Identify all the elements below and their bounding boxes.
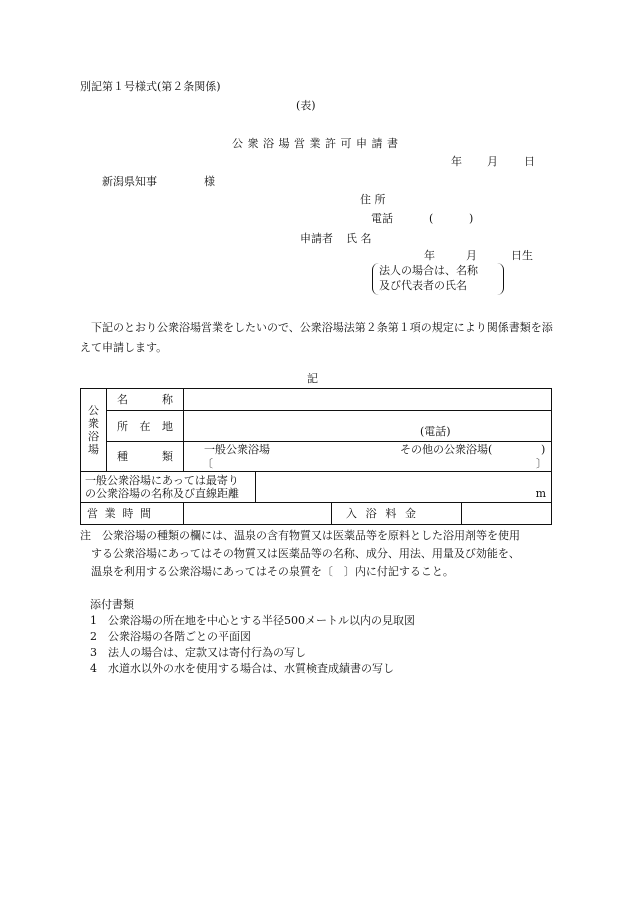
type-bracket-close: 〕 [536,457,547,470]
name-label-cell: 名 称 [107,389,184,411]
form-reference: 別記第１号様式(第２条関係) [80,80,221,93]
note-line: する公衆浴場にあってはその物質又は医薬品等の名称、成分、用法、用量及び効能を、 [91,547,520,560]
fee-label-cell: 入 浴 料 金 [332,503,462,525]
type-bracket-open: 〔 [202,457,213,470]
hours-value-cell[interactable] [184,503,332,525]
name-value-cell[interactable] [184,389,552,411]
note-line: 注 公衆浴場の種類の欄には、温泉の含有物質又は医薬品等を原料とした浴用剤等を使用 [80,529,520,542]
birth-year-label: 年 [424,249,435,262]
attachments-heading: 添付書類 [90,598,134,611]
attachment-item: 3 法人の場合は、定款又は寄付行為の写し [90,646,306,659]
address-label: 住 所 [360,193,386,206]
type-other-option: その他の公衆浴場( [400,443,493,456]
applicant-label: 申請者 [300,232,333,245]
date-day-label: 日 [524,155,535,168]
corporation-note-line2: 及び代表者の氏名 [379,279,467,292]
location-value-cell[interactable] [184,411,552,442]
fee-value-cell[interactable] [462,503,552,525]
hours-label-cell: 営 業 時 間 [81,503,184,525]
corporation-note-line1: 法人の場合は、名称 [379,264,478,277]
side-indicator: (表) [296,99,316,112]
note-block [80,527,558,581]
location-phone-label: (電話) [420,425,451,438]
type-other-close: ) [541,443,546,456]
birth-day-label: 日生 [511,249,533,262]
type-label-cell: 種 類 [107,442,184,472]
name-label: 氏 名 [346,232,372,245]
attachment-item: 4 水道水以外の水を使用する場合は、水質検査成績書の写し [90,662,394,675]
location-label-cell: 所 在 地 [107,411,184,442]
birth-month-label: 月 [466,249,477,262]
form-title: 公衆浴場営業許可申請書 [232,137,403,150]
phone-close-paren: ) [469,212,474,225]
bathhouse-group-label: 公 衆 浴 場 [81,389,107,472]
date-year-label: 年 [451,155,462,168]
distance-unit: m [535,487,547,500]
note-line: 温泉を利用する公衆浴場にあってはその泉質を〔 〕内に付記すること。 [91,565,454,578]
application-statement: 下記のとおり公衆浴場営業をしたいので、公衆浴場法第２条第１項の規定により関係書類を添えて申請します。 [80,321,553,354]
attachment-item: 1 公衆浴場の所在地を中心とする半径500メートル以内の見取図 [90,614,415,627]
attachment-item: 2 公衆浴場の各階ごとの平面図 [90,630,251,643]
phone-open-paren: ( [429,212,434,225]
nearest-bathhouse-value-cell[interactable] [256,472,552,503]
phone-label: 電話 [371,212,393,225]
type-value-cell[interactable] [184,442,552,472]
nearest-bathhouse-label-cell: 一般公衆浴場にあっては最寄り の公衆浴場の名称及び直線距離 [81,472,256,503]
date-month-label: 月 [487,155,498,168]
addressee-name: 新潟県知事 [102,175,157,188]
ki-heading: 記 [307,372,318,385]
type-general-option: 一般公衆浴場 [204,443,270,456]
bathhouse-info-table [80,388,552,525]
corporation-note [372,263,504,295]
addressee-honorific: 様 [204,175,215,188]
